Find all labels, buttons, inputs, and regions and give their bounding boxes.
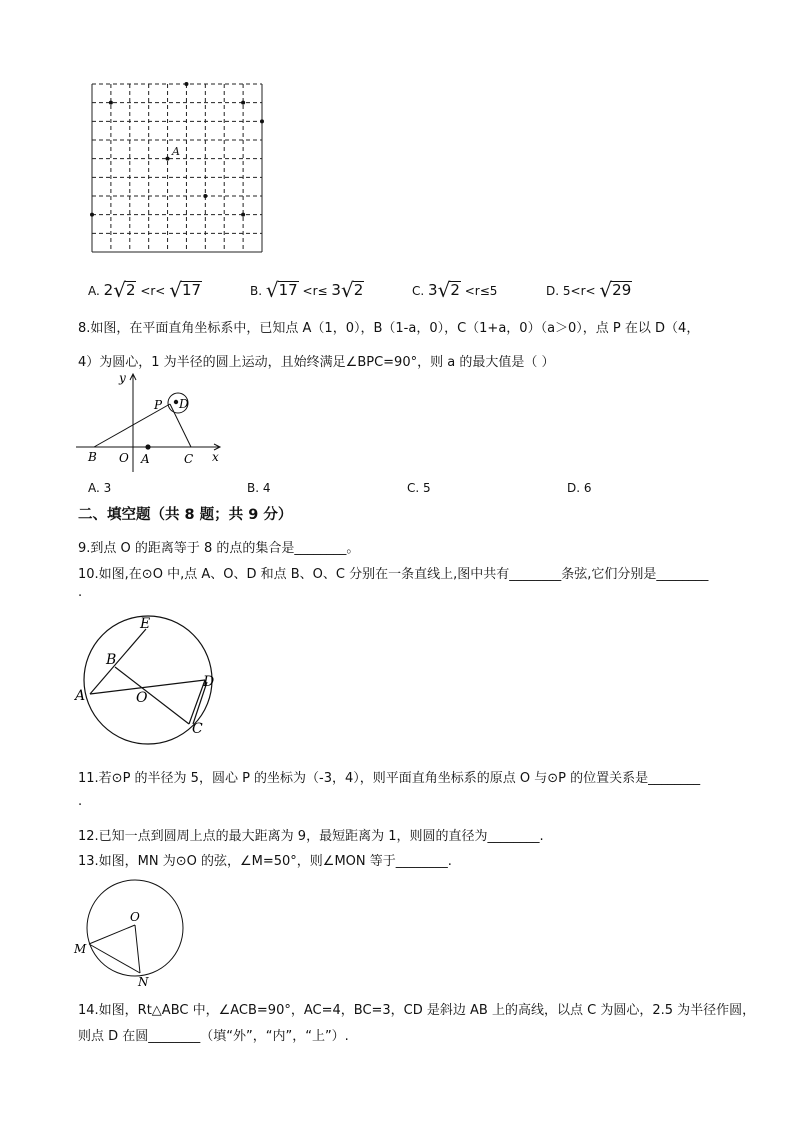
q12-text: 12.已知一点到圆周上点的最大距离为 9，最短距离为 1，则圆的直径为________. — [78, 829, 544, 844]
q14-text-line2: 则点 D 在圆________（填“外”，“内”，“上”）. — [78, 1029, 349, 1044]
q8-label-p: P — [154, 398, 163, 412]
q8-text-line2: 4）为圆心，1 为半径的圆上运动，且始终满足∠BPC=90°，则 a 的最大值是（ ） — [78, 355, 555, 370]
grid-point — [241, 101, 245, 105]
q8-text-line1: 8.如图，在平面直角坐标系中，已知点 A（1，0），B（1-a，0），C（1+a，0）（a＞0），点 P 在以 D（4， — [78, 321, 700, 336]
q10-label-c: C — [192, 721, 203, 737]
q10-text-line2: . — [78, 585, 83, 600]
q10-label-a: A — [75, 688, 86, 704]
q8-option-d: D. 6 — [567, 481, 592, 495]
grid-figure — [88, 80, 268, 260]
grid-point — [260, 119, 264, 123]
grid-point — [241, 213, 245, 217]
q10-label-o: O — [136, 690, 148, 706]
q10-text-line1: 10.如图,在⊙O 中,点 A、O、D 和点 B、O、C 分别在一条直线上,图中共有________条弦,它们分别是________ — [78, 567, 709, 582]
grid-point — [109, 101, 113, 105]
q8-label-x: x — [212, 450, 219, 464]
q8-option-c: C. 5 — [407, 481, 431, 495]
grid-point — [203, 194, 207, 198]
q8-option-a: A. 3 — [88, 481, 112, 495]
q10-label-b: B — [106, 652, 117, 668]
grid-point — [184, 82, 188, 86]
grid-point-label-a: A — [172, 145, 180, 158]
q8-figure — [74, 368, 234, 476]
grid-point — [90, 213, 94, 217]
q10-label-d: D — [203, 674, 215, 690]
q13-text: 13.如图，MN 为⊙O 的弦，∠M=50°，则∠MON 等于________. — [78, 854, 452, 869]
section2-heading: 二、填空题（共 8 题；共 9 分） — [78, 507, 293, 523]
q8-label-d: D — [179, 397, 189, 411]
q10-label-e: E — [140, 616, 151, 632]
q8-label-o: O — [119, 451, 129, 465]
q8-label-a: A — [141, 452, 150, 466]
q7-option-a: A. 2√2 <r< √17 — [88, 278, 202, 302]
q11-text-line2: . — [78, 794, 83, 809]
q10-circle-figure — [74, 612, 224, 747]
q13-label-m: M — [74, 942, 87, 956]
q8-label-b: B — [88, 450, 97, 464]
q8-label-y: y — [119, 371, 126, 385]
q14-text-line1: 14.如图，Rt△ABC 中，∠ACB=90°，AC=4，BC=3，CD 是斜边 AB 上的高线，以点 C 为圆心，2.5 为半径作圆， — [78, 1003, 756, 1018]
grid-point — [166, 157, 170, 161]
q7-option-b: B. √17 <r≤ 3√2 — [250, 278, 364, 302]
q13-label-n: N — [138, 975, 149, 989]
q8-label-c: C — [184, 452, 194, 466]
q13-circle-figure — [74, 874, 194, 994]
q7-option-c: C. 3√2 <r≤5 — [412, 278, 498, 302]
q11-text-line1: 11.若⊙P 的半径为 5，圆心 P 的坐标为（-3，4），则平面直角坐标系的原点 O 与⊙P 的位置关系是________ — [78, 771, 701, 786]
q9-text: 9.到点 O 的距离等于 8 的点的集合是________。 — [78, 541, 360, 556]
q7-option-d: D. 5<r< √29 — [546, 278, 632, 302]
q8-option-b: B. 4 — [247, 481, 271, 495]
q13-label-o: O — [130, 910, 140, 924]
